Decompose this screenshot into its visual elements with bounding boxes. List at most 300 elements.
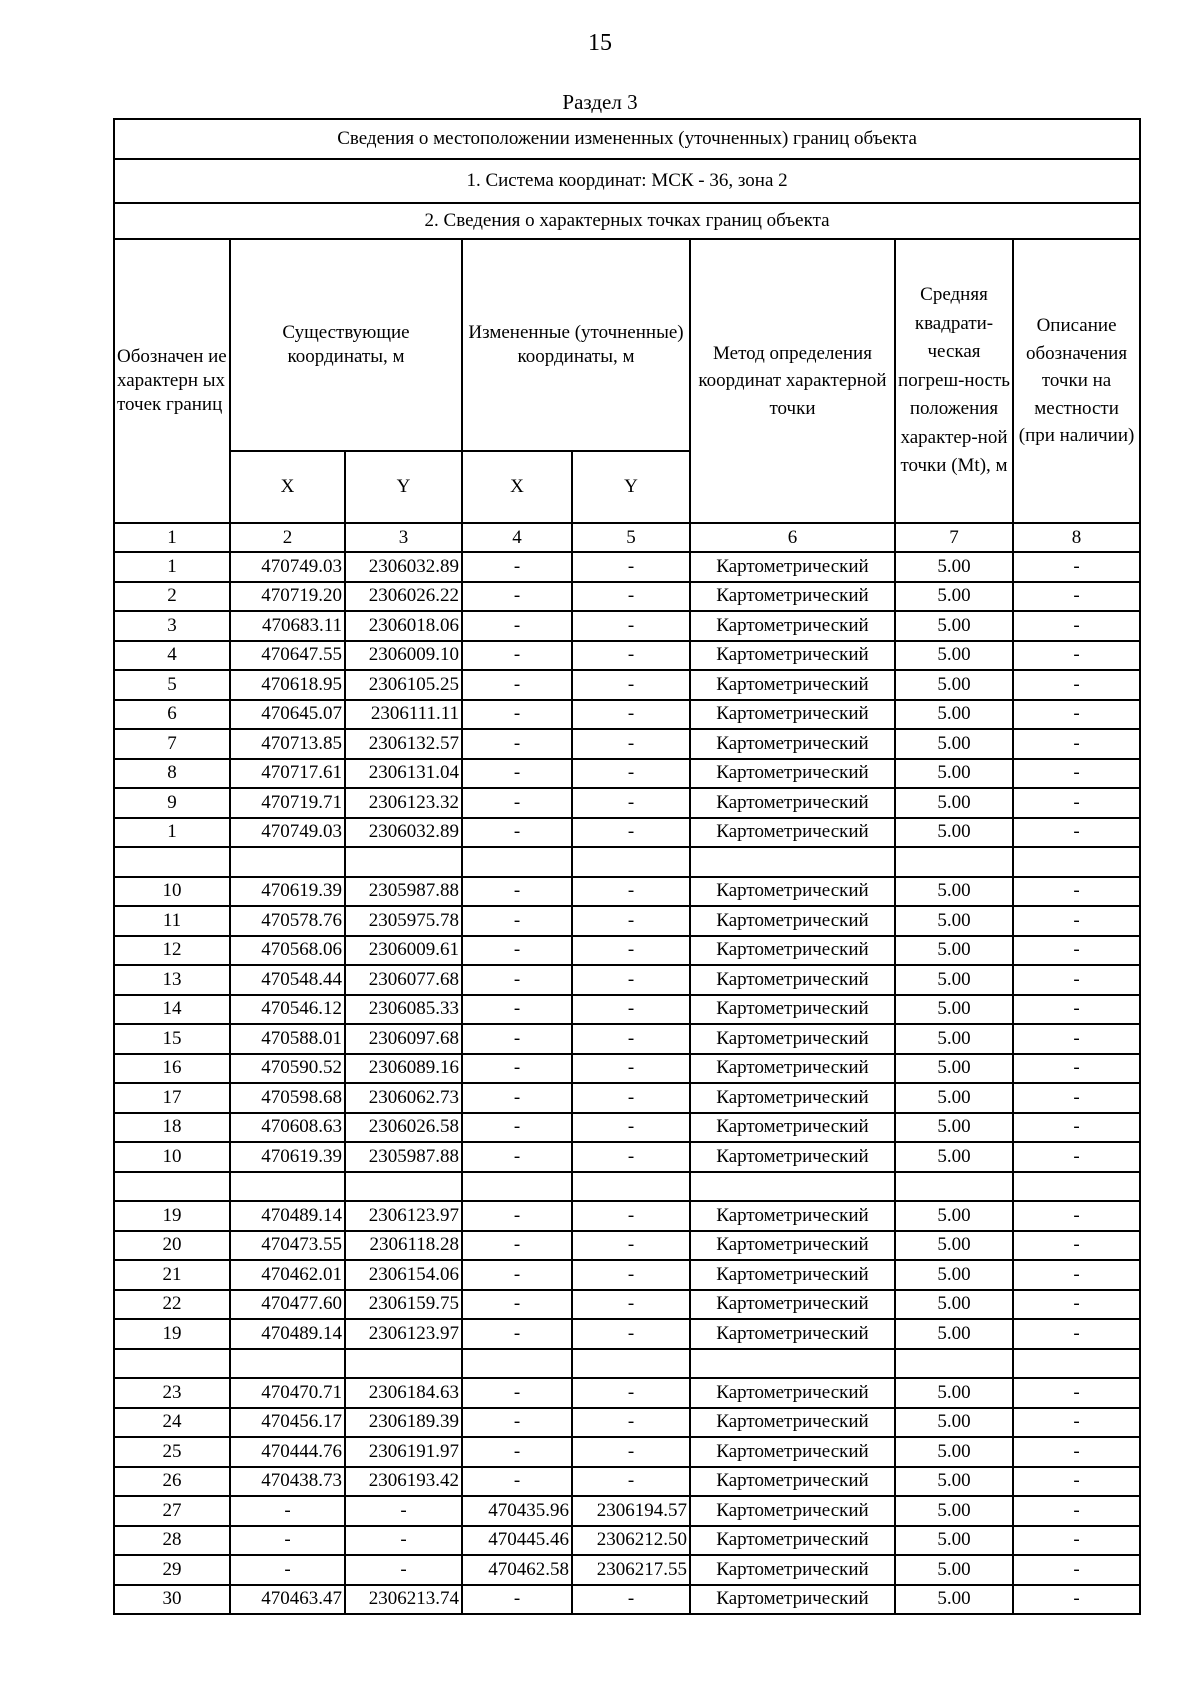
cell-mt-error: 5.00 (895, 611, 1013, 641)
cell-description (1013, 1172, 1140, 1202)
cell-existing-x: 470578.76 (230, 906, 345, 936)
cell-existing-y: 2306159.75 (345, 1290, 462, 1320)
cell-mt-error: 5.00 (895, 1496, 1013, 1526)
cell-existing-y: 2305987.88 (345, 877, 462, 907)
cell-changed-y: - (572, 1290, 690, 1320)
cell-changed-y: - (572, 965, 690, 995)
cell-point-id: 1 (114, 552, 230, 582)
cell-existing-y: 2306191.97 (345, 1437, 462, 1467)
cell-description: - (1013, 700, 1140, 730)
cell-mt-error: 5.00 (895, 1083, 1013, 1113)
cell-method: Картометрический (690, 729, 895, 759)
cell-point-id: 8 (114, 759, 230, 789)
cell-changed-y: - (572, 700, 690, 730)
header-changed-coordinates: Измененные (уточненные) координаты, м (462, 239, 690, 451)
cell-existing-x: 470470.71 (230, 1378, 345, 1408)
cell-mt-error: 5.00 (895, 1585, 1013, 1615)
cell-existing-y (345, 1172, 462, 1202)
cell-changed-x: - (462, 965, 572, 995)
points-info: 2. Сведения о характерных точках границ объекта (114, 203, 1140, 239)
table-row (114, 1319, 1140, 1349)
cell-mt-error: 5.00 (895, 788, 1013, 818)
cell-method: Картометрический (690, 1467, 895, 1497)
column-number: 3 (345, 523, 462, 552)
cell-existing-y: 2306123.97 (345, 1201, 462, 1231)
cell-mt-error (895, 847, 1013, 877)
cell-changed-y (572, 847, 690, 877)
cell-existing-y: 2306009.61 (345, 936, 462, 966)
cell-point-id (114, 847, 230, 877)
cell-method: Картометрический (690, 1585, 895, 1615)
cell-description: - (1013, 1319, 1140, 1349)
table-row (114, 641, 1140, 671)
cell-method: Картометрический (690, 1290, 895, 1320)
table-row (114, 1290, 1140, 1320)
cell-changed-x: 470462.58 (462, 1555, 572, 1585)
table-row (114, 1201, 1140, 1231)
cell-description (1013, 1349, 1140, 1379)
table-row (114, 877, 1140, 907)
cell-existing-x: - (230, 1526, 345, 1556)
table-row (114, 729, 1140, 759)
cell-changed-y: - (572, 552, 690, 582)
cell-description: - (1013, 1585, 1140, 1615)
cell-method: Картометрический (690, 788, 895, 818)
cell-changed-y: - (572, 995, 690, 1025)
cell-point-id: 6 (114, 700, 230, 730)
cell-method: Картометрический (690, 1083, 895, 1113)
cell-existing-y: 2306089.16 (345, 1054, 462, 1084)
cell-description: - (1013, 1555, 1140, 1585)
cell-method: Картометрический (690, 700, 895, 730)
header-description: Описание обозначения точки на местности (при наличии) (1013, 239, 1140, 523)
cell-mt-error: 5.00 (895, 552, 1013, 582)
cell-existing-y: - (345, 1555, 462, 1585)
cell-changed-y: - (572, 759, 690, 789)
cell-changed-y: - (572, 1231, 690, 1261)
cell-mt-error: 5.00 (895, 1201, 1013, 1231)
cell-existing-x: 470618.95 (230, 670, 345, 700)
cell-method (690, 1172, 895, 1202)
cell-description: - (1013, 877, 1140, 907)
cell-mt-error: 5.00 (895, 1319, 1013, 1349)
table-row (114, 1260, 1140, 1290)
header-error: Средняя квадрати-ческая погреш-ность положения характер-ной точки (Mt), м (895, 239, 1013, 523)
cell-changed-x: - (462, 995, 572, 1025)
cell-changed-y: - (572, 788, 690, 818)
table-row (114, 1496, 1140, 1526)
cell-existing-y: 2306118.28 (345, 1231, 462, 1261)
cell-mt-error: 5.00 (895, 906, 1013, 936)
cell-point-id (114, 1349, 230, 1379)
cell-method: Картометрический (690, 759, 895, 789)
cell-existing-x: 470489.14 (230, 1201, 345, 1231)
cell-existing-x: 470719.20 (230, 582, 345, 612)
cell-changed-x: - (462, 877, 572, 907)
cell-changed-y: - (572, 877, 690, 907)
cell-point-id: 25 (114, 1437, 230, 1467)
cell-point-id: 13 (114, 965, 230, 995)
cell-existing-y: 2306032.89 (345, 818, 462, 848)
cell-changed-x: - (462, 1201, 572, 1231)
cell-description: - (1013, 1054, 1140, 1084)
cell-existing-y: 2306032.89 (345, 552, 462, 582)
cell-method: Картометрический (690, 965, 895, 995)
cell-mt-error: 5.00 (895, 1024, 1013, 1054)
cell-existing-y: 2306111.11 (345, 700, 462, 730)
cell-changed-y: 2306212.50 (572, 1526, 690, 1556)
cell-changed-x: - (462, 1231, 572, 1261)
cell-mt-error: 5.00 (895, 936, 1013, 966)
cell-method: Картометрический (690, 1142, 895, 1172)
cell-changed-x (462, 1172, 572, 1202)
cell-point-id: 1 (114, 818, 230, 848)
table-row (114, 1555, 1140, 1585)
section-title: Раздел 3 (562, 90, 638, 114)
cell-point-id: 29 (114, 1555, 230, 1585)
table-row (114, 759, 1140, 789)
cell-description: - (1013, 552, 1140, 582)
cell-existing-x: - (230, 1496, 345, 1526)
table-row (114, 582, 1140, 612)
cell-existing-y: 2305987.88 (345, 1142, 462, 1172)
header-changed-y: Y (572, 451, 690, 523)
cell-changed-y: - (572, 1113, 690, 1143)
cell-method: Картометрический (690, 906, 895, 936)
cell-existing-x: 470546.12 (230, 995, 345, 1025)
cell-description: - (1013, 1408, 1140, 1438)
cell-method: Картометрический (690, 877, 895, 907)
cell-changed-x: - (462, 1378, 572, 1408)
cell-existing-y: 2306131.04 (345, 759, 462, 789)
cell-changed-y: - (572, 936, 690, 966)
cell-method: Картометрический (690, 552, 895, 582)
cell-changed-x: - (462, 1142, 572, 1172)
cell-changed-x: 470445.46 (462, 1526, 572, 1556)
cell-mt-error: 5.00 (895, 1378, 1013, 1408)
cell-method: Картометрический (690, 1201, 895, 1231)
cell-changed-y: - (572, 611, 690, 641)
table-row (114, 1054, 1140, 1084)
cell-existing-x: 470462.01 (230, 1260, 345, 1290)
cell-existing-y: 2306154.06 (345, 1260, 462, 1290)
cell-existing-y (345, 847, 462, 877)
cell-changed-x (462, 1349, 572, 1379)
cell-existing-x: 470683.11 (230, 611, 345, 641)
cell-method: Картометрический (690, 1526, 895, 1556)
cell-point-id: 16 (114, 1054, 230, 1084)
cell-mt-error (895, 1172, 1013, 1202)
column-number: 6 (690, 523, 895, 552)
table-row (114, 1526, 1140, 1556)
cell-description: - (1013, 611, 1140, 641)
cell-description: - (1013, 1024, 1140, 1054)
cell-method: Картометрический (690, 641, 895, 671)
cell-description: - (1013, 818, 1140, 848)
cell-changed-x: - (462, 1585, 572, 1615)
cell-description: - (1013, 1142, 1140, 1172)
cell-mt-error: 5.00 (895, 1408, 1013, 1438)
cell-changed-x: - (462, 729, 572, 759)
column-number: 7 (895, 523, 1013, 552)
table-row (114, 1113, 1140, 1143)
cell-point-id (114, 1172, 230, 1202)
cell-point-id: 17 (114, 1083, 230, 1113)
table-row (114, 995, 1140, 1025)
cell-mt-error: 5.00 (895, 582, 1013, 612)
cell-changed-x: - (462, 788, 572, 818)
cell-changed-y: 2306217.55 (572, 1555, 690, 1585)
cell-existing-x: 470489.14 (230, 1319, 345, 1349)
cell-existing-y: 2306123.32 (345, 788, 462, 818)
table-row (114, 1142, 1140, 1172)
cell-existing-x: 470749.03 (230, 818, 345, 848)
cell-description: - (1013, 788, 1140, 818)
cell-changed-y: - (572, 641, 690, 671)
table-title: Сведения о местоположении измененных (уточненных) границ объекта (114, 119, 1140, 159)
cell-mt-error: 5.00 (895, 1113, 1013, 1143)
table-row (114, 1024, 1140, 1054)
cell-point-id: 19 (114, 1201, 230, 1231)
header-existing-y: Y (345, 451, 462, 523)
cell-point-id: 2 (114, 582, 230, 612)
cell-point-id: 15 (114, 1024, 230, 1054)
cell-changed-x: - (462, 641, 572, 671)
cell-mt-error: 5.00 (895, 700, 1013, 730)
cell-mt-error: 5.00 (895, 670, 1013, 700)
table-row (114, 965, 1140, 995)
cell-description: - (1013, 1083, 1140, 1113)
cell-point-id: 24 (114, 1408, 230, 1438)
table-row (114, 818, 1140, 848)
cell-mt-error: 5.00 (895, 818, 1013, 848)
cell-changed-x: - (462, 818, 572, 848)
cell-changed-x: - (462, 1408, 572, 1438)
header-designation: Обозначен ие характерн ых точек границ (114, 239, 230, 523)
cell-description: - (1013, 995, 1140, 1025)
cell-point-id: 12 (114, 936, 230, 966)
cell-changed-y: - (572, 729, 690, 759)
table-row (114, 1083, 1140, 1113)
cell-method: Картометрический (690, 670, 895, 700)
cell-existing-x: 470645.07 (230, 700, 345, 730)
cell-existing-x: 470717.61 (230, 759, 345, 789)
cell-existing-x: 470477.60 (230, 1290, 345, 1320)
cell-method (690, 847, 895, 877)
cell-existing-y: 2306009.10 (345, 641, 462, 671)
table-row (114, 700, 1140, 730)
cell-mt-error: 5.00 (895, 1260, 1013, 1290)
cell-mt-error: 5.00 (895, 1142, 1013, 1172)
cell-method: Картометрический (690, 1319, 895, 1349)
cell-existing-y: 2306189.39 (345, 1408, 462, 1438)
cell-point-id: 14 (114, 995, 230, 1025)
cell-method: Картометрический (690, 1378, 895, 1408)
cell-mt-error: 5.00 (895, 1555, 1013, 1585)
cell-existing-x: 470588.01 (230, 1024, 345, 1054)
cell-point-id: 10 (114, 877, 230, 907)
cell-point-id: 11 (114, 906, 230, 936)
cell-changed-x: - (462, 552, 572, 582)
cell-existing-x: 470719.71 (230, 788, 345, 818)
cell-existing-x (230, 1172, 345, 1202)
cell-point-id: 3 (114, 611, 230, 641)
cell-method: Картометрический (690, 582, 895, 612)
cell-existing-x: 470608.63 (230, 1113, 345, 1143)
column-number: 5 (572, 523, 690, 552)
table-row (114, 1408, 1140, 1438)
cell-existing-y: - (345, 1526, 462, 1556)
cell-method: Картометрический (690, 1437, 895, 1467)
cell-method: Картометрический (690, 611, 895, 641)
cell-method: Картометрический (690, 1496, 895, 1526)
cell-description: - (1013, 641, 1140, 671)
cell-point-id: 7 (114, 729, 230, 759)
cell-changed-x: - (462, 759, 572, 789)
cell-point-id: 30 (114, 1585, 230, 1615)
cell-mt-error: 5.00 (895, 877, 1013, 907)
table-row (114, 1585, 1140, 1615)
cell-changed-y: - (572, 1585, 690, 1615)
cell-changed-x: - (462, 1319, 572, 1349)
cell-existing-y: 2306213.74 (345, 1585, 462, 1615)
cell-existing-y: 2306184.63 (345, 1378, 462, 1408)
cell-changed-y (572, 1349, 690, 1379)
cell-changed-x: - (462, 1467, 572, 1497)
column-number: 2 (230, 523, 345, 552)
cell-existing-y: 2306026.22 (345, 582, 462, 612)
header-changed-x: X (462, 451, 572, 523)
header-existing-x: X (230, 451, 345, 523)
cell-description: - (1013, 1113, 1140, 1143)
cell-description: - (1013, 582, 1140, 612)
cell-description: - (1013, 729, 1140, 759)
cell-description: - (1013, 1496, 1140, 1526)
cell-description (1013, 847, 1140, 877)
cell-mt-error: 5.00 (895, 1290, 1013, 1320)
cell-existing-y: 2306018.06 (345, 611, 462, 641)
cell-mt-error: 5.00 (895, 759, 1013, 789)
cell-point-id: 9 (114, 788, 230, 818)
cell-point-id: 21 (114, 1260, 230, 1290)
cell-existing-y: 2306123.97 (345, 1319, 462, 1349)
table-row (114, 788, 1140, 818)
table-row (114, 1231, 1140, 1261)
cell-existing-x: 470463.47 (230, 1585, 345, 1615)
cell-existing-x (230, 847, 345, 877)
cell-point-id: 27 (114, 1496, 230, 1526)
cell-changed-y: - (572, 1024, 690, 1054)
cell-description: - (1013, 1231, 1140, 1261)
cell-existing-y: 2306105.25 (345, 670, 462, 700)
cell-changed-y: - (572, 906, 690, 936)
cell-point-id: 22 (114, 1290, 230, 1320)
cell-changed-y: - (572, 1083, 690, 1113)
cell-changed-y: - (572, 1142, 690, 1172)
table-row (114, 906, 1140, 936)
table-row (114, 1467, 1140, 1497)
cell-changed-y: - (572, 1260, 690, 1290)
cell-description: - (1013, 1378, 1140, 1408)
page-number: 15 (588, 30, 612, 56)
cell-description: - (1013, 906, 1140, 936)
cell-changed-x: - (462, 936, 572, 966)
cell-changed-y: - (572, 1467, 690, 1497)
cell-existing-x: 470598.68 (230, 1083, 345, 1113)
cell-description: - (1013, 965, 1140, 995)
coordinate-system: 1. Система координат: МСК - 36, зона 2 (114, 159, 1140, 203)
table-row (114, 552, 1140, 582)
cell-changed-x: - (462, 1260, 572, 1290)
column-number: 1 (114, 523, 230, 552)
cell-changed-x: - (462, 611, 572, 641)
cell-changed-y (572, 1172, 690, 1202)
cell-mt-error: 5.00 (895, 965, 1013, 995)
cell-changed-x: - (462, 1024, 572, 1054)
cell-mt-error: 5.00 (895, 1231, 1013, 1261)
column-numbers-row (114, 523, 1140, 552)
cell-method: Картометрический (690, 818, 895, 848)
column-number: 4 (462, 523, 572, 552)
cell-mt-error: 5.00 (895, 1526, 1013, 1556)
table-row (114, 670, 1140, 700)
cell-changed-x: - (462, 582, 572, 612)
cell-changed-x: - (462, 1290, 572, 1320)
cell-existing-x: 470456.17 (230, 1408, 345, 1438)
table-row (114, 1378, 1140, 1408)
cell-existing-y: 2306097.68 (345, 1024, 462, 1054)
cell-existing-y: 2306062.73 (345, 1083, 462, 1113)
cell-method: Картометрический (690, 1113, 895, 1143)
table-row (114, 1172, 1140, 1202)
cell-method: Картометрический (690, 995, 895, 1025)
header-existing-coordinates: Существующие координаты, м (230, 239, 462, 451)
cell-description: - (1013, 759, 1140, 789)
cell-mt-error: 5.00 (895, 641, 1013, 671)
cell-mt-error: 5.00 (895, 995, 1013, 1025)
cell-existing-x: 470749.03 (230, 552, 345, 582)
table-row (114, 611, 1140, 641)
cell-description: - (1013, 1290, 1140, 1320)
cell-mt-error: 5.00 (895, 1054, 1013, 1084)
cell-point-id: 4 (114, 641, 230, 671)
cell-method: Картометрический (690, 1260, 895, 1290)
header-method: Метод определения координат характерной точки (690, 239, 895, 523)
table-row (114, 1437, 1140, 1467)
cell-existing-y: 2306085.33 (345, 995, 462, 1025)
cell-existing-x: 470590.52 (230, 1054, 345, 1084)
table-row (114, 847, 1140, 877)
cell-method: Картометрический (690, 1555, 895, 1585)
cell-changed-y: - (572, 1437, 690, 1467)
cell-changed-x: - (462, 670, 572, 700)
coordinates-table (113, 118, 1141, 1615)
cell-method (690, 1349, 895, 1379)
cell-mt-error: 5.00 (895, 1437, 1013, 1467)
column-number: 8 (1013, 523, 1140, 552)
cell-method: Картометрический (690, 1054, 895, 1084)
cell-existing-x: 470647.55 (230, 641, 345, 671)
cell-existing-x: 470619.39 (230, 1142, 345, 1172)
cell-method: Картометрический (690, 936, 895, 966)
cell-existing-x: 470568.06 (230, 936, 345, 966)
cell-changed-x (462, 847, 572, 877)
cell-existing-x: 470619.39 (230, 877, 345, 907)
cell-changed-y: - (572, 1408, 690, 1438)
cell-description: - (1013, 1437, 1140, 1467)
cell-existing-x: 470548.44 (230, 965, 345, 995)
cell-description: - (1013, 1201, 1140, 1231)
